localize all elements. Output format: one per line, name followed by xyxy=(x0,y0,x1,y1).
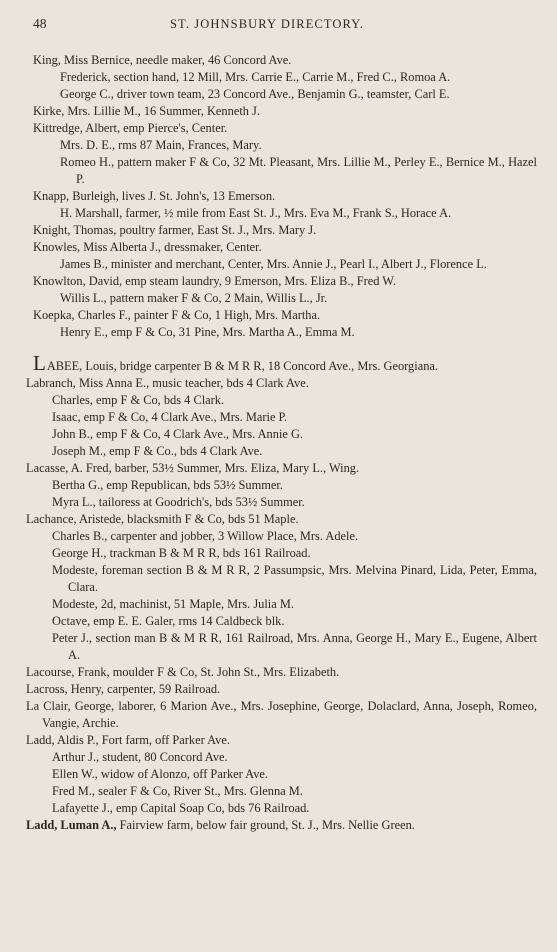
directory-entry: Lacourse, Frank, moulder F & Co, St. John St., Mrs. Elizabeth. xyxy=(26,665,340,679)
directory-entry: Romeo H., pattern maker F & Co, 32 Mt. Pleasant, Mrs. Lillie M., Perley E., Bernice M., Hazel P. xyxy=(60,155,537,186)
directory-entry: Joseph M., emp F & Co., bds 4 Clark Ave. xyxy=(52,444,263,458)
directory-entry: Lachance, Aristede, blacksmith F & Co, bds 51 Maple. xyxy=(26,512,299,526)
directory-entry: Kirke, Mrs. Lillie M., 16 Summer, Kenneth J. xyxy=(33,104,260,118)
bold-name: Ladd, Luman A., xyxy=(26,818,117,832)
running-head: ST. JOHNSBURY DIRECTORY. xyxy=(170,17,365,31)
directory-entry: Ellen W., widow of Alonzo, off Parker Ave. xyxy=(52,767,268,781)
directory-entry: Peter J., section man B & M R R, 161 Railroad, Mrs. Anna, George H., Mary E., Eugene, Albert A. xyxy=(52,631,537,662)
directory-entry: Bertha G., emp Republican, bds 53½ Summer. xyxy=(52,478,283,492)
directory-entry: Modeste, foreman section B & M R R, 2 Passumpsic, Mrs. Melvina Pinard, Lida, Peter, Emma, Clara. xyxy=(52,563,537,594)
directory-entry: Lacross, Henry, carpenter, 59 Railroad. xyxy=(26,682,221,696)
directory-entry: Isaac, emp F & Co, 4 Clark Ave., Mrs. Marie P. xyxy=(52,410,288,424)
section-gap xyxy=(0,341,557,356)
directory-entry: Henry E., emp F & Co, 31 Pine, Mrs. Martha A., Emma M. xyxy=(60,325,355,339)
directory-entry: George H., trackman B & M R R, bds 161 Railroad. xyxy=(52,546,311,560)
page-number: 48 xyxy=(33,16,47,31)
directory-entry: Knowlton, David, emp steam laundry, 9 Emerson, Mrs. Eliza B., Fred W. xyxy=(33,274,396,288)
directory-entry: Labranch, Miss Anna E., music teacher, bds 4 Clark Ave. xyxy=(26,376,309,390)
directory-entry: Lacasse, A. Fred, barber, 53½ Summer, Mrs. Eliza, Mary L., Wing. xyxy=(26,461,360,475)
directory-entry: Kittredge, Albert, emp Pierce's, Center. xyxy=(33,121,228,135)
directory-entry: H. Marshall, farmer, ½ mile from East St. J., Mrs. Eva M., Frank S., Horace A. xyxy=(60,206,452,220)
directory-entry: La Clair, George, laborer, 6 Marion Ave., Mrs. Josephine, George, Dolaclard, Anna, Joseph, Romeo, Vangie, Archie. xyxy=(26,699,537,730)
section-lead-entry: LABEE, Louis, bridge carpenter B & M R R, 18 Concord Ave., Mrs. Georgiana. xyxy=(33,351,438,375)
directory-entry: Ladd, Aldis P., Fort farm, off Parker Ave. xyxy=(26,733,230,747)
entry-detail: Fairview farm, below fair ground, St. J., Mrs. Nellie Green. xyxy=(116,818,415,832)
directory-entry: Fred M., sealer F & Co, River St., Mrs. Glenna M. xyxy=(52,784,303,798)
directory-entries xyxy=(0,52,557,834)
directory-entry: Octave, emp E. E. Galer, rms 14 Caldbeck blk. xyxy=(52,614,285,628)
directory-entry-bold xyxy=(0,817,557,834)
directory-entry: John B., emp F & Co, 4 Clark Ave., Mrs. Annie G. xyxy=(52,427,304,441)
directory-entry: Arthur J., student, 80 Concord Ave. xyxy=(52,750,228,764)
directory-entry: George C., driver town team, 23 Concord Ave., Benjamin G., teamster, Carl E. xyxy=(60,87,450,101)
directory-entry: Koepka, Charles F., painter F & Co, 1 High, Mrs. Martha. xyxy=(33,308,321,322)
drop-cap-letter: L xyxy=(33,351,46,375)
directory-entry: Frederick, section hand, 12 Mill, Mrs. Carrie E., Carrie M., Fred C., Romoa A. xyxy=(60,70,451,84)
directory-entry: Mrs. D. E., rms 87 Main, Frances, Mary. xyxy=(60,138,262,152)
directory-entry: King, Miss Bernice, needle maker, 46 Concord Ave. xyxy=(33,53,292,67)
directory-entry: Lafayette J., emp Capital Soap Co, bds 76 Railroad. xyxy=(52,801,310,815)
directory-entry: Knapp, Burleigh, lives J. St. John's, 13 Emerson. xyxy=(33,189,276,203)
directory-entry: Myra L., tailoress at Goodrich's, bds 53½ Summer. xyxy=(52,495,305,509)
directory-entry: Knight, Thomas, poultry farmer, East St. J., Mrs. Mary J. xyxy=(33,223,317,237)
directory-entry: Charles B., carpenter and jobber, 3 Willow Place, Mrs. Adele. xyxy=(52,529,359,543)
directory-entry: Willis L., pattern maker F & Co, 2 Main, Willis L., Jr. xyxy=(60,291,328,305)
directory-entry: Modeste, 2d, machinist, 51 Maple, Mrs. Julia M. xyxy=(52,597,294,611)
directory-entry: Charles, emp F & Co, bds 4 Clark. xyxy=(52,393,225,407)
directory-entry: James B., minister and merchant, Center, Mrs. Annie J., Pearl I., Albert J., Florence L. xyxy=(60,257,487,271)
directory-entry: Knowles, Miss Alberta J., dressmaker, Center. xyxy=(33,240,262,254)
